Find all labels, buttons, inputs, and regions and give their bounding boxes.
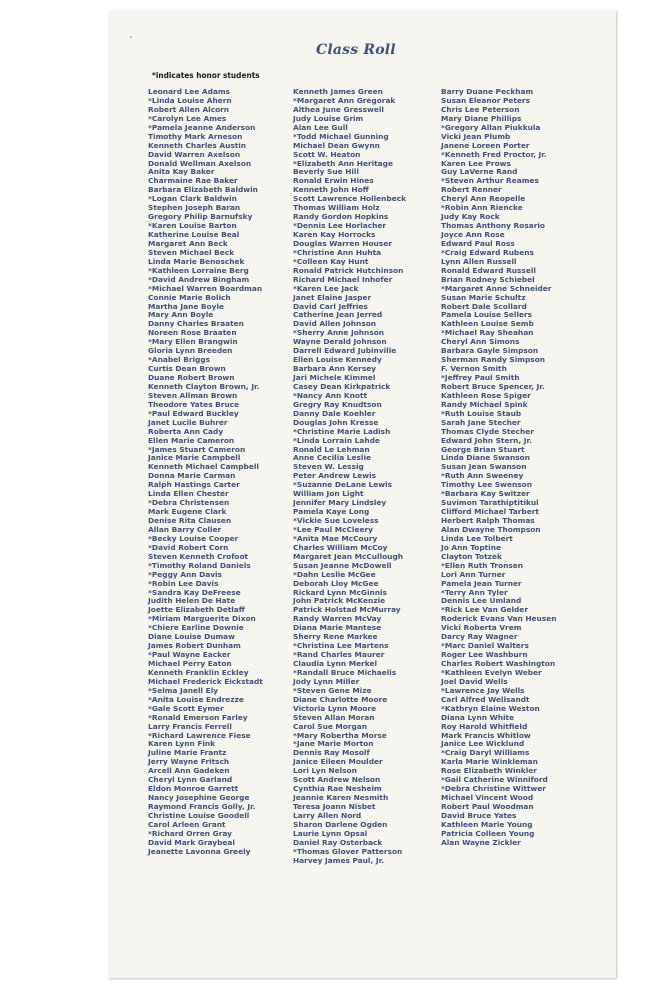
student-name: *Robin Lee Davis	[148, 578, 219, 588]
student-name: Ellen Marie Cameron	[148, 435, 235, 445]
student-name: Stephen Joseph Baran	[148, 203, 241, 213]
student-name: *David Andrew Bingham	[148, 274, 250, 284]
student-name: F. Vernon Smith	[441, 364, 507, 374]
student-name: Steven Kenneth Crofoot	[148, 551, 249, 561]
student-name: *Carolyn Lee Ames	[148, 113, 227, 123]
student-name: Kenneth James Green	[293, 87, 383, 96]
student-name: Patrick Holstad McMurray	[293, 605, 401, 615]
student-name: Thomas Anthony Rosario	[441, 221, 545, 231]
student-name: Larry Francis Ferrell	[148, 721, 232, 731]
student-name: *Barbara Kay Switzer	[441, 489, 530, 499]
student-name: Gregory Philip Barnufsky	[148, 212, 253, 222]
student-name: Thomas Clyde Stecher	[441, 426, 534, 436]
student-name: Linda Diane Swanson	[441, 453, 530, 463]
student-name: Steven Allman Brown	[148, 390, 238, 400]
student-name: *Dennis Lee Horlacher	[293, 221, 387, 231]
student-name: Linda Lee Tolbert	[441, 533, 513, 543]
student-name: Robert Paul Woodman	[441, 802, 534, 811]
student-name: David Bruce Yates	[441, 810, 517, 820]
student-name: Barbara Ann Kersey	[293, 364, 377, 374]
student-name: Anne Cecilia Leslie	[293, 453, 372, 463]
student-name: Wayne Derald Johnson	[293, 337, 387, 347]
student-name: Vicki Roberta Vrem	[441, 623, 522, 633]
student-name: Susan Marie Schultz	[441, 292, 526, 302]
student-name: Janice Lee Wicklund	[441, 739, 525, 749]
student-name: Teresa Joann Nisbet	[293, 802, 376, 811]
student-name: *Vickie Sue Loveless	[293, 516, 379, 525]
student-name: Cynthia Rae Nesheim	[293, 784, 382, 794]
student-name: *Mary Robertha Morse	[293, 730, 387, 740]
student-name: Timothy Lee Swenson	[441, 480, 533, 490]
student-name: Janet Elaine Jasper	[293, 292, 372, 302]
student-name: Barbara Elizabeth Baldwin	[148, 185, 258, 195]
student-name: Jeanette Lavonna Greely	[148, 846, 251, 856]
student-name: Janice Marie Campbell	[148, 453, 241, 463]
student-name: *Logan Clark Baldwin	[148, 194, 237, 204]
student-name: Steven Allan Moran	[293, 712, 375, 722]
student-name: *Margaret Ann Gregorak	[293, 95, 396, 105]
student-name: Harvey James Paul, Jr.	[293, 855, 384, 865]
student-name: Daniel Ray Osterback	[293, 837, 383, 847]
student-name: Randy Gordon Hopkins	[293, 212, 389, 222]
student-name: Victoria Lynn Moore	[293, 703, 377, 713]
student-name: *Suzanne DeLane Lewis	[293, 480, 393, 490]
student-name: Diana Lynn White	[441, 712, 515, 722]
student-name: *Miriam Marguerite Dixon	[148, 614, 256, 624]
student-name: Jeannie Karen Nesmith	[293, 793, 389, 803]
student-name: *Colleen Kay Hunt	[293, 256, 369, 266]
student-name: Rickard Lynn McGinnis	[293, 587, 387, 597]
student-name: Vicki Jean Plumb	[441, 131, 511, 141]
student-name: Sharon Darlene Ogden	[293, 819, 388, 829]
student-name: Ronald Le Lehman	[293, 444, 370, 454]
student-name: David Mark Graybeal	[148, 837, 235, 847]
student-name: Guy LaVerne Rand	[441, 167, 518, 177]
student-name: *Debra Christine Wittwer	[441, 784, 546, 794]
student-name: Karen Lee Prows	[441, 158, 511, 168]
student-name: Jody Lynn Miller	[293, 676, 360, 686]
student-name: Jo Ann Toptine	[441, 542, 501, 552]
student-name: *Peggy Ann Davis	[148, 569, 222, 579]
student-name: Kathleen Marie Young	[441, 819, 533, 829]
student-name: *Kathleen Lorraine Berg	[148, 265, 249, 275]
student-name: *Christine Ann Huhta	[293, 247, 382, 257]
student-name: Joel David Wells	[441, 676, 508, 686]
student-name: *Christine Marie Ladish	[293, 426, 391, 436]
student-name: Edward John Stern, Jr.	[441, 435, 532, 445]
student-name: Jennifer Mary Lindsley	[293, 498, 387, 508]
student-name: Clayton Totzek	[441, 551, 502, 561]
student-name: Sherman Randy Simpson	[441, 355, 545, 365]
student-name: Kenneth Charles Austin	[148, 140, 247, 150]
student-name: *Selma Janell Ely	[148, 685, 219, 695]
student-name: Christine Louise Goodell	[148, 810, 250, 820]
student-name: Katherine Louise Beal	[148, 230, 240, 239]
paper-speck	[130, 36, 132, 38]
student-name: *Richard Lawrence Fiese	[148, 730, 251, 740]
student-name: Althea June Gresswell	[293, 104, 384, 114]
student-name: Theodore Yates Bruce	[148, 399, 240, 409]
student-name: Cheryl Lynn Garland	[148, 775, 233, 785]
student-name: Linda Marie Benoschek	[148, 256, 245, 266]
student-name: Barbara Gayle Simpson	[441, 346, 539, 356]
student-name: Kenneth John Hoff	[293, 185, 369, 195]
student-name: Peter Andrew Lewis	[293, 471, 377, 481]
student-name: Joette Elizabeth Detlaff	[148, 605, 245, 615]
student-name: *Terry Ann Tyler	[441, 587, 508, 597]
student-name: *Todd Michael Gunning	[293, 131, 389, 141]
student-name: Charmaine Rae Baker	[148, 176, 238, 186]
student-name: Edward Paul Ross	[441, 238, 515, 248]
student-name: John Patrick McKenzie	[293, 596, 386, 606]
student-name: Diana Marie Mantese	[293, 623, 382, 633]
student-name: Ronald Patrick Hutchinson	[293, 265, 404, 275]
student-name: Judy Kay Rock	[441, 212, 500, 222]
student-name: Mark Francis Whitlow	[441, 730, 531, 740]
student-name: *Rick Lee Van Gelder	[441, 605, 528, 615]
name-column-2	[293, 88, 406, 866]
student-name: *Lee Paul McCleery	[293, 524, 373, 534]
student-name: George Brian Stuart	[441, 444, 525, 454]
student-name: Janice Eileen Moulder	[293, 757, 383, 767]
student-name: Susan Jeanne McDowell	[293, 560, 392, 570]
name-column-3	[441, 88, 556, 848]
student-name: *Margaret Anne Schneider	[441, 283, 552, 293]
student-name: *Randall Bruce Michaelis	[293, 667, 397, 677]
student-name: Margaret Jean McCullough	[293, 551, 403, 561]
student-name: Juline Marie Frantz	[148, 748, 227, 758]
student-name: Pamela Kaye Long	[293, 507, 370, 517]
student-name: Kenneth Franklin Eckley	[148, 667, 249, 677]
student-name: Judy Louise Grim	[293, 113, 364, 123]
student-name: Duane Robert Brown	[148, 373, 235, 382]
honor-students-note: *indicates honor students	[152, 70, 260, 80]
student-name: Lynn Allen Russell	[441, 256, 517, 266]
student-name: Laurie Lynn Opsal	[293, 828, 368, 838]
student-name: Jerry Wayne Fritsch	[148, 757, 230, 767]
student-name: *Sherry Anne Johnson	[293, 328, 385, 338]
student-name: Scott Andrew Nelson	[293, 775, 381, 785]
student-name: Danny Charles Braaten	[148, 319, 244, 329]
student-name: Joyce Ann Rose	[441, 230, 505, 239]
student-name: Patricia Colleen Young	[441, 828, 535, 838]
student-name: Margaret Ann Beck	[148, 238, 228, 248]
student-name: Thomas William Holz	[293, 203, 380, 213]
student-name: Robert Dale Scollard	[441, 301, 527, 311]
student-name: *Linda Louise Ahern	[148, 95, 232, 105]
student-name: Nancy Josephine George	[148, 793, 250, 803]
student-name: Janene Loreen Porter	[441, 140, 530, 150]
student-name: Denise Rita Clausen	[148, 516, 232, 525]
student-name: Michael Vincent Wood	[441, 793, 534, 803]
student-name: *Robin Ann Riencke	[441, 203, 523, 213]
student-name: Michael Dean Gwynn	[293, 140, 380, 150]
student-name: Suvimon Tarathiptitikul	[441, 498, 539, 508]
student-name: Cheryl Ann Simons	[441, 337, 520, 347]
student-name: Alan Lee Gull	[293, 122, 348, 132]
student-name: *Kenneth Fred Proctor, Jr.	[441, 149, 547, 159]
student-name: Brian Rodney Schiebel	[441, 274, 535, 284]
student-name: Donna Marie Carman	[148, 471, 236, 481]
student-name: Claudia Lynn Merkel	[293, 659, 377, 668]
student-name: *Ellen Ruth Tronsen	[441, 560, 524, 570]
student-name: William Jon Light	[293, 489, 364, 499]
student-name: Martha Jane Boyle	[148, 301, 224, 311]
student-name: *Thomas Glover Patterson	[293, 846, 403, 856]
student-name: Leonard Lee Adams	[148, 87, 230, 96]
student-name: *Jeffrey Paul Smith	[441, 373, 520, 382]
student-name: Karla Marie Winkleman	[441, 757, 538, 767]
student-name: Carl Alfred Wellsandt	[441, 694, 530, 704]
student-name: *Lawrence Jay Wells	[441, 685, 525, 695]
student-name: *David Robert Corn	[148, 542, 229, 552]
student-name: *Paul Edward Buckley	[148, 408, 239, 418]
student-name: Sherry Rene Markee	[293, 632, 378, 642]
student-name: Ronald Erwin Hines	[293, 176, 374, 186]
student-name: Gloria Lynn Breeden	[148, 346, 233, 356]
student-name: Raymond Francis Golly, Jr.	[148, 802, 256, 811]
student-name: Richard Michael Inhofer	[293, 274, 393, 284]
student-name: *Craig Daryl Williams	[441, 748, 530, 758]
student-name: Chris Lee Peterson	[441, 104, 520, 114]
student-name: Rose Elizabeth Winkler	[441, 766, 537, 776]
student-name: *Dahn Leslie McGee	[293, 569, 376, 579]
student-name: Kathleen Louise Semb	[441, 319, 534, 329]
student-name: *Anita Mae McCoury	[293, 533, 378, 543]
student-name: David Allen Johnson	[293, 319, 377, 329]
student-name: Darrell Edward Jubinville	[293, 346, 397, 356]
student-name: Allan Barry Coller	[148, 524, 222, 534]
student-name: Scott Lawrence Hollenbeck	[293, 194, 407, 204]
student-name: Cheryl Ann Reopelle	[441, 194, 526, 204]
student-name: *Jane Marie Morton	[293, 739, 374, 749]
student-name: *Sandra Kay DeFreese	[148, 587, 241, 597]
student-name: *Mary Ellen Brangwin	[148, 337, 238, 347]
student-name: Susan Jean Swanson	[441, 462, 527, 472]
student-name: Roy Harold Whitfield	[441, 721, 528, 731]
student-name: Kenneth Clayton Brown, Jr.	[148, 381, 260, 391]
student-name: *Chiere Earline Downie	[148, 623, 244, 633]
student-name: Dennis Lee Umland	[441, 596, 522, 606]
student-name: David Carl Jeffries	[293, 301, 368, 311]
student-name: Diane Louise Dumaw	[148, 632, 235, 642]
student-name: Pamela Louise Sellers	[441, 310, 533, 320]
student-name: *Steven Gene Mize	[293, 685, 372, 695]
student-name: *James Stuart Cameron	[148, 444, 246, 454]
student-name: Steven Michael Beck	[148, 247, 235, 257]
student-name: Mary Diane Phillips	[441, 113, 522, 123]
student-name: *Karen Louise Barton	[148, 221, 237, 231]
student-name: *Karen Lee Jack	[293, 283, 359, 293]
student-name: *Michael Ray Sheahan	[441, 328, 534, 338]
student-name: *Craig Edward Rubens	[441, 247, 534, 257]
student-name: *Ronald Emerson Farley	[148, 712, 248, 722]
student-name: Curtis Dean Brown	[148, 364, 226, 374]
student-name: Susan Eleanor Peters	[441, 95, 530, 105]
student-name: Kenneth Michael Campbell	[148, 462, 259, 472]
student-name: Randy Warren McVay	[293, 614, 382, 624]
student-name: Sarah Jane Stecher	[441, 417, 521, 427]
student-name: Eldon Monroe Garrett	[148, 784, 239, 794]
student-name: Beverly Sue Hill	[293, 167, 359, 177]
student-name: Danny Dale Koehler	[293, 408, 376, 418]
student-name: Mark Eugene Clark	[148, 507, 227, 517]
student-name: *Elizabeth Ann Heritage	[293, 158, 393, 168]
student-name: Larry Allen Nord	[293, 810, 362, 820]
student-name: Alan Wayne Zickler	[441, 837, 521, 847]
student-name: *Kathryn Elaine Weston	[441, 703, 540, 713]
student-name: Karen Kay Horrocks	[293, 230, 376, 239]
student-name: Alan Dwayne Thompson	[441, 524, 541, 534]
student-name: Mary Ann Boyle	[148, 310, 214, 320]
student-name: Casey Dean Kirkpatrick	[293, 381, 391, 391]
student-name: Catherine Jean Jerred	[293, 310, 383, 320]
student-name: Karen Lynn Fink	[148, 739, 216, 749]
student-name: Carol Sue Morgan	[293, 721, 368, 731]
student-name: Connie Marie Bolich	[148, 292, 231, 302]
student-name: *Ruth Louise Staub	[441, 408, 522, 418]
student-name: Linda Ellen Chester	[148, 489, 229, 499]
student-name: Steven W. Lessig	[293, 462, 364, 472]
student-name: *Paul Wayne Eacker	[148, 650, 231, 660]
student-name: *Anita Louise Endrezze	[148, 694, 244, 704]
student-name: Roderick Evans Van Heusen	[441, 614, 557, 624]
student-name: Robert Renner	[441, 185, 502, 195]
student-name: *Christina Lee Martens	[293, 641, 389, 651]
student-name: *Becky Louise Cooper	[148, 533, 239, 543]
student-name: *Steven Arthur Reames	[441, 176, 539, 186]
student-name: Charles Robert Washington	[441, 659, 556, 668]
student-name: *Richard Orren Gray	[148, 828, 232, 838]
student-name: Pamela Jean Turner	[441, 578, 522, 588]
student-name: *Timothy Roland Daniels	[148, 560, 251, 570]
student-name: Lori Ann Turner	[441, 569, 506, 579]
student-name: Clifford Michael Tarbert	[441, 507, 539, 517]
student-name: Herbert Ralph Thomas	[441, 516, 535, 525]
student-name: *Michael Warren Boardman	[148, 283, 263, 293]
student-name: Scott W. Heaton	[293, 149, 361, 159]
student-name: Arcell Ann Gadeken	[148, 766, 230, 776]
student-name: Douglas John Kresse	[293, 417, 379, 427]
student-name: *Gale Scott Eymer	[148, 703, 224, 713]
student-name: Noreen Rose Braaten	[148, 328, 237, 338]
student-name: Diane Charlotte Moore	[293, 694, 388, 704]
student-name: Darcy Ray Wagner	[441, 632, 518, 642]
student-name: *Nancy Ann Knott	[293, 390, 368, 400]
student-name: Ellen Louise Kennedy	[293, 355, 382, 365]
student-name: Lori Lyn Nelson	[293, 766, 357, 776]
student-name: Michael Frederick Eickstadt	[148, 676, 263, 686]
student-name: Judith Helen De Hate	[148, 596, 236, 606]
student-name: Ronald Edward Russell	[441, 265, 536, 275]
student-name: *Pamela Jeanne Anderson	[148, 122, 256, 132]
student-name: Jari Michele Kimmel	[293, 373, 376, 382]
student-name: *Gregory Allan Piukkula	[441, 122, 541, 132]
student-name: *Debra Christensen	[148, 498, 230, 508]
student-name: Kathleen Rose Spiger	[441, 390, 531, 400]
student-name: Roberta Ann Cady	[148, 426, 224, 436]
student-name: Anita Kay Baker	[148, 167, 215, 177]
student-name: *Kathleen Evelyn Weber	[441, 667, 542, 677]
student-name: Carol Arleen Grant	[148, 819, 226, 829]
student-name: *Marc Daniel Walters	[441, 641, 529, 651]
student-name: Dennis Ray Mosolf	[293, 748, 370, 758]
student-name: *Ruth Ann Sweeney	[441, 471, 524, 481]
student-name: Gregry Ray Knudtson	[293, 399, 382, 409]
student-name: Janet Lucile Buhrer	[148, 417, 228, 427]
student-name: *Anabel Briggs	[148, 355, 211, 365]
student-name: Robert Bruce Spencer, Jr.	[441, 381, 545, 391]
student-name: *Rand Charles Maurer	[293, 650, 385, 660]
student-name: Michael Perry Eaton	[148, 659, 232, 668]
student-name: *Linda Lorrain Lahde	[293, 435, 380, 445]
student-name: Randy Michael Spink	[441, 399, 528, 409]
student-name: Charles William McCoy	[293, 542, 388, 552]
page-title: Class Roll	[316, 42, 396, 58]
student-name: Robert Allen Alcorn	[148, 104, 230, 114]
student-name: Timothy Mark Arneson	[148, 131, 243, 141]
student-name: *Gail Catherine Winniford	[441, 775, 548, 785]
name-column-1	[148, 88, 263, 857]
student-name: Roger Lee Washburn	[441, 650, 528, 660]
student-name: Barry Duane Peckham	[441, 87, 534, 96]
student-name: James Robert Dunham	[148, 641, 241, 651]
student-name: Ralph Hastings Carter	[148, 480, 240, 490]
student-name: Douglas Warren Houser	[293, 238, 392, 248]
student-name: Donald Wellman Axelson	[148, 158, 252, 168]
student-name: Deborah Lloy McGee	[293, 578, 379, 588]
student-name: David Warren Axelson	[148, 149, 241, 159]
